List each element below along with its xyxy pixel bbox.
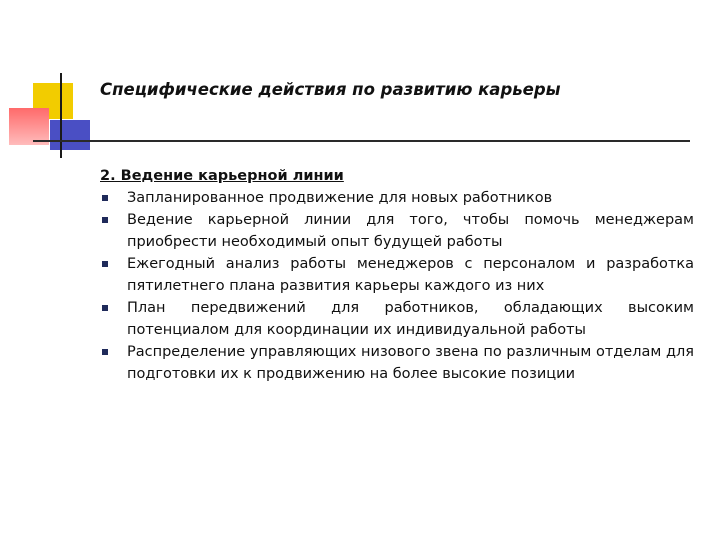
slide-title: Специфические действия по развитию карьеры — [100, 80, 561, 99]
bullet-list — [100, 187, 694, 385]
section-subtitle: 2. Ведение карьерной линии — [100, 168, 344, 184]
list-item — [100, 341, 694, 385]
slide-body — [100, 165, 694, 385]
square-bullet-icon — [102, 305, 108, 311]
list-item-text: План передвижений для работников, обладающих высоким потенциалом для координации их индивидуальной работы — [127, 300, 694, 338]
square-bullet-icon — [102, 195, 108, 201]
square-bullet-icon — [102, 349, 108, 355]
decorative-vertical-line — [60, 73, 62, 158]
square-bullet-icon — [102, 217, 108, 223]
list-item-text: Ежегодный анализ работы менеджеров с персоналом и разработка пятилетнего плана развития карьеры каждого из них — [127, 256, 694, 294]
list-item-text: Распределение управляющих низового звена по различным отделам для подготовки их к продвижению на более высокие позиции — [127, 344, 694, 382]
list-item — [100, 253, 694, 297]
title-divider-line — [33, 140, 690, 142]
list-item-text: Ведение карьерной линии для того, чтобы помочь менеджерам приобрести необходимый опыт будущей работы — [127, 212, 694, 250]
list-item — [100, 187, 694, 209]
decorative-blue-square — [50, 120, 90, 150]
list-item-text: Запланированное продвижение для новых работников — [127, 190, 553, 206]
list-item — [100, 297, 694, 341]
list-item — [100, 209, 694, 253]
square-bullet-icon — [102, 261, 108, 267]
